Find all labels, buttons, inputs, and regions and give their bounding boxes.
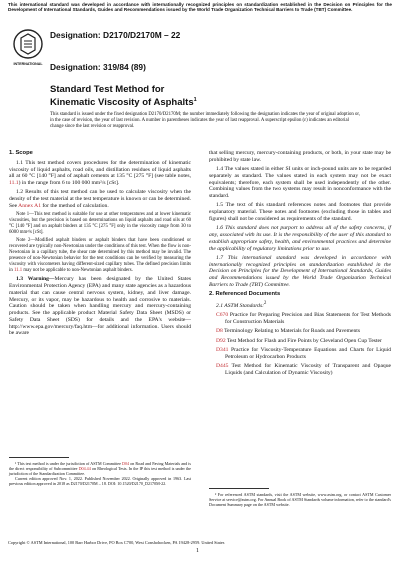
title-main: Kinematic Viscosity of Asphalts — [50, 97, 194, 109]
international-standard-notice: This international standard was developed in accordance with internationally recognized principles on standardization established in the Decision on Principles for the Development of International Standards, Guides and Recommendations issued by the World Trade Organization Technical Barriers to Trade (TBT) Committee. — [8, 2, 392, 13]
link-d04[interactable]: D04 — [122, 461, 130, 466]
link-11-1-note[interactable]: 11.1 — [13, 267, 23, 273]
title-line-1: Standard Test Method for — [50, 84, 165, 95]
designation-ip: Designation: 319/84 (89) — [50, 62, 146, 72]
title-footnote-ref[interactable]: 1 — [193, 97, 197, 103]
footnote-ref-2[interactable]: 2 — [264, 300, 267, 306]
footnote-edition: Current edition approved Nov. 1, 2022. Published November 2022. Originally approved in 1963. Last previous edition approved in 2018 as D2170/D2170M – 18. DOI: 10.1520/D2170_D2170M-22. — [9, 476, 191, 486]
reference-list — [209, 312, 391, 376]
footnote-divider-left — [9, 457, 69, 458]
paragraph-1-6: 1.6 This standard does not purport to address all of the safety concerns, if any, associated with its use. It is the responsibility of the user of this standard to establish appropriate safety, health, and environmental practices and determine the applicability of regulatory limitations prior to use. — [209, 225, 391, 252]
link-11-1[interactable]: 11.1 — [9, 180, 19, 186]
paragraph-1-3-warning: 1.3 Warning—Mercury has been designated by the United States Environmental Protection Agency (EPA) and many state agencies as a hazardous material that can cause central nervous system, kidney, and liver damage. Mercury, or its vapor, may be hazardous to health and corrosive to materials. Caution should be taken when handling mercury and mercury-containing products. See the applicable product Material Safety Data Sheet (MSDS) or Safety Data Sheet (SDS) for details and the EPA's website—http://www.epa.gov/mercury/faq.htm—for additional information. Users should be aware — [9, 276, 192, 337]
reference-title: Test Method for Kinematic Viscosity of Transparent and Opaque Liquids (and Calculation of Dynamic Viscosity) — [225, 363, 391, 376]
paragraph-1-1: 1.1 This test method covers procedures for the determination of kinematic viscosity of liquid asphalts, road oils, and distillation residues of liquid asphalts all at 60 °C [140 °F] and of asphalt cements at 135 °C [275 °F] (see table notes, 11.1) in the range from 6 to 100 000 mm²/s [cSt]. — [9, 159, 191, 186]
paragraph-1-5: 1.5 The text of this standard references notes and footnotes that provide explanatory material. These notes and footnotes (excluding those in tables and figures) shall not be considered as requirements of the standard. — [209, 202, 391, 222]
astm-standards-subheading: 2.1 ASTM Standards:$^2$ — [216, 300, 267, 309]
reference-code-link[interactable]: C670 — [216, 312, 229, 319]
reference-code-link[interactable]: D445 — [216, 363, 229, 370]
reference-item — [209, 312, 391, 326]
paragraph-1-7: 1.7 This international standard was developed in accordance with internationally recognized principles on standardization established in the Decision on Principles for the Development of International Standards, Guides and Recommendations issued by the World Trade Organization Technical Barriers to Trade (TBT) Committee. — [209, 254, 391, 288]
footnote-1: ¹ This test method is under the jurisdiction of ASTM Committee D04 on Road and Paving Materials and is the direct responsibility of Subcommittee D04.44 on Rheological Tests. In the IP this test method is under the jurisdiction of the Standardization Committee. Current edition approved Nov. 1, 2022. Published November 2022. Originally approved in 1963. Last previous edition approved in 2018 as D2170/D2170M – 18. DOI: 10.1520/D2170_D2170M-22. — [9, 461, 191, 486]
left-column — [9, 150, 191, 340]
reference-code-link[interactable]: D8 — [216, 328, 223, 335]
right-column — [209, 150, 391, 379]
section-1-heading: 1. Scope — [9, 150, 33, 156]
reference-item — [209, 328, 391, 335]
paragraph-1-2: 1.2 Results of this test method can be used to calculate viscosity when the density of the test material at the test temperature is known or can be determined. See Annex A1 for the method of calculation. — [9, 189, 191, 209]
reference-item — [209, 363, 391, 377]
reference-item — [209, 338, 391, 345]
page-number: 1 — [196, 548, 199, 554]
reference-code-link[interactable]: D92 — [216, 337, 226, 344]
note-2: Note 2—Modified asphalt binders or asphalt binders that have been conditioned or recovered are typically non-Newtonian under the conditions of this test. When the flow is non-Newtonian in a capillary tube, the shear rate determined by this method may be invalid. The presence of non-Newtonian behavior for the test conditions can be verified by measuring the viscosity with viscometers having different-sized capillary tubes. The defined precision limits in 11.1 may not be applicable to non-Newtonian asphalt binders. — [9, 238, 191, 273]
paragraph-1-4: 1.4 The values stated in either SI units or inch-pound units are to be regarded separately as standard. The values stated in each system may not be exact equivalents; therefore, each system shall be used independently of the other. Combining values from the two systems may result in nonconformance with the standard. — [209, 166, 391, 200]
footnote-2: ² For referenced ASTM standards, visit the ASTM website, www.astm.org, or contact ASTM Customer Service at service@astm.org. For Annual Book of ASTM Standards volume information, refer to the standard's Document Summary page on the ASTM website. — [209, 492, 391, 507]
note-1: Note 1—This test method is suitable for use at other temperatures and at lower kinematic viscosities, but the precision is based on determinations on liquid asphalts and road oils at 60 °C [140 °F] and on asphalt binders at 135 °C [275 °F] only in the viscosity range from 30 to 6000 mm²/s [cSt]. — [9, 212, 191, 235]
reference-code-link[interactable]: D341 — [216, 346, 229, 353]
reference-title: Test Method for Flash and Fire Points by Cleveland Open Cup Tester — [225, 337, 382, 344]
standard-title — [50, 84, 350, 108]
section-2-heading: 2. Referenced Documents — [209, 291, 281, 298]
link-d04-44[interactable]: D04.44 — [78, 466, 91, 471]
reference-item — [209, 347, 391, 361]
reference-title: Practice for Viscosity-Temperature Equations and Charts for Liquid Petroleum or Hydrocarbon Products — [225, 346, 391, 360]
link-annex-a1[interactable]: Annex A1 — [18, 202, 42, 209]
reference-title: Terminology Relating to Materials for Roads and Pavements — [222, 328, 360, 335]
title-line-2 — [50, 95, 350, 108]
copyright-line: Copyright © ASTM International, 100 Barr Harbor Drive, PO Box C700, West Conshohocken, PA 19428-2959. United States — [8, 540, 225, 545]
astm-logo-icon — [12, 28, 44, 72]
paragraph-continued: that selling mercury, mercury-containing products, or both, in your state may be prohibited by state law. — [209, 150, 391, 163]
fixed-designation-note: This standard is issued under the fixed designation D2170/D2170M; the number immediately following the designation indicates the year of original adoption or, in the case of revision, the year of last revision. A number in parentheses indicates the year of last reapproval. A superscript epsilon (ε) indicates an editorial change since the last revision or reapproval. — [50, 112, 360, 129]
footnote-divider-right — [209, 488, 269, 489]
designation: Designation: D2170/D2170M – 22 — [50, 30, 181, 40]
logo-caption: INTERNATIONAL — [13, 62, 43, 66]
reference-title: Practice for Preparing Precision and Bias Statements for Test Methods for Construction Materials — [225, 312, 391, 325]
